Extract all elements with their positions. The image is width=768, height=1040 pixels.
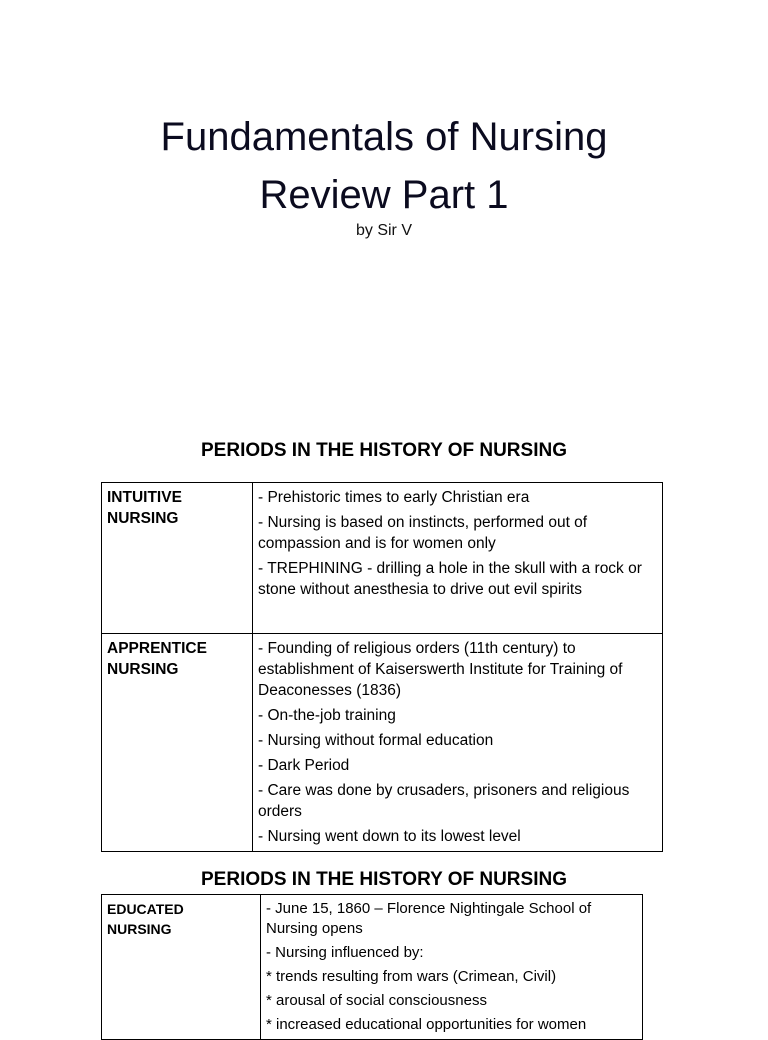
document-title: [0, 108, 768, 224]
document-title-line-1: Fundamentals of Nursing: [160, 115, 608, 159]
document-author: by Sir V: [355, 222, 412, 239]
section-heading: PERIODS IN THE HISTORY OF NURSING: [201, 869, 567, 890]
list-item: * increased educational opportunities for women: [266, 1016, 587, 1033]
list-item: - Nursing without formal education: [258, 732, 494, 749]
list-item: - On-the-job training: [258, 707, 396, 724]
list-item: - Dark Period: [258, 757, 350, 774]
table-row: [102, 483, 663, 634]
list-item: - Prehistoric times to early Christian era: [258, 489, 530, 506]
list-item: - Nursing influenced by:: [266, 944, 424, 961]
period-description-cell: [261, 895, 643, 1040]
list-item: - Care was done by crusaders, prisoners and religious orders: [258, 782, 630, 820]
list-item: - Nursing is based on instincts, performed out of compassion and is for women only: [258, 514, 588, 552]
period-description-cell: [253, 634, 663, 852]
list-item: - Founding of religious orders (11th century) to establishment of Kaiserswerth Institute for Training of Deaconesses (1836): [258, 640, 623, 699]
list-item: * arousal of social consciousness: [266, 992, 487, 1009]
period-name-cell: EDUCATED NURSING: [102, 895, 261, 1040]
table-row: [102, 895, 643, 1040]
document-title-line-2: Review Part 1: [259, 173, 509, 217]
list-item: - Nursing went down to its lowest level: [258, 828, 521, 845]
table-row: [102, 634, 663, 852]
list-item: * trends resulting from wars (Crimean, Civil): [266, 968, 557, 985]
period-name-cell: APPRENTICE NURSING: [102, 634, 253, 852]
period-description-cell: [253, 483, 663, 634]
section-heading: PERIODS IN THE HISTORY OF NURSING: [201, 440, 567, 461]
list-item: - TREPHINING - drilling a hole in the skull with a rock or stone without anesthesia to drive out evil spirits: [258, 560, 642, 598]
history-periods-table: [101, 894, 643, 1040]
history-periods-table: [101, 482, 663, 852]
period-name-cell: INTUITIVE NURSING: [102, 483, 253, 634]
list-item: - June 15, 1860 – Florence Nightingale School of Nursing opens: [266, 900, 592, 937]
